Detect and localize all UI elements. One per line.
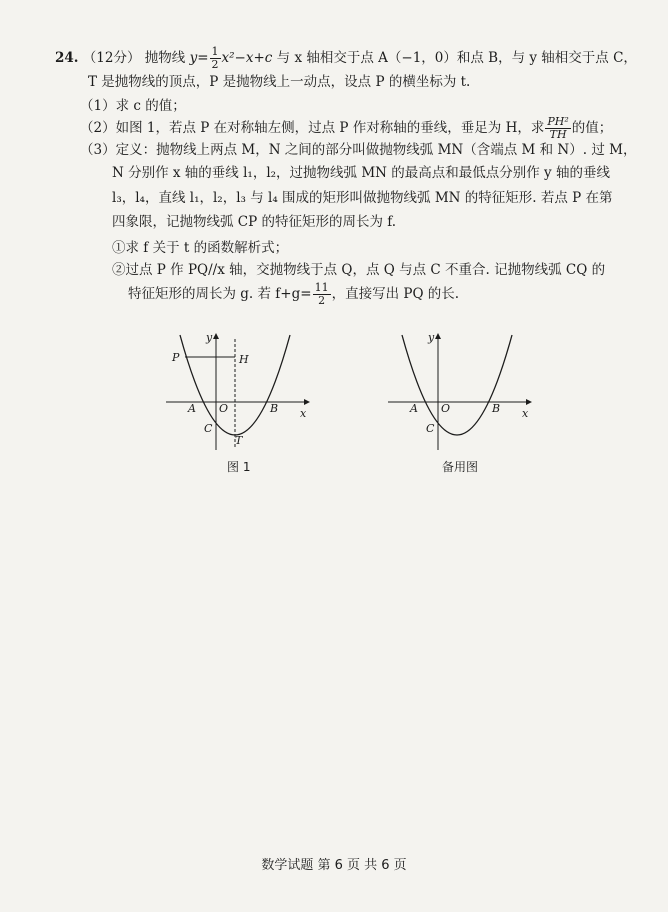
label-A: A	[188, 402, 196, 415]
problem-line-2: T 是抛物线的顶点，P 是抛物线上一动点，设点 P 的横坐标为 t.	[88, 74, 471, 90]
question-3-part-i: ①求 f 关于 t 的函数解析式；	[112, 240, 289, 256]
question-3-fraction: $\frac{11}{2}$	[314, 281, 329, 307]
label-B: B	[492, 402, 501, 415]
label-C: C	[426, 422, 435, 435]
label-P: P	[172, 351, 180, 364]
x-axis-arrow	[526, 399, 532, 405]
label-H: H	[239, 353, 249, 366]
question-1: （1）求 c 的值；	[80, 98, 186, 114]
question-2-end: 的值；	[571, 120, 613, 136]
figure-backup	[380, 325, 540, 455]
question-3-part-ii-end: ，直接写出 PQ 的长.	[331, 286, 460, 302]
question-3-part-ii-b	[128, 282, 459, 307]
intro-text: 抛物线	[144, 50, 186, 66]
label-C: C	[204, 422, 213, 435]
y-axis-arrow	[213, 333, 219, 339]
label-x: x	[300, 407, 307, 420]
equation-fraction: $\frac{1}{2}$	[211, 45, 219, 71]
label-y: y	[206, 331, 213, 344]
problem-points: （12分）	[82, 50, 141, 66]
question-3-line-c: l₃，l₄，直线 l₁，l₂，l₃ 与 l₄ 围成的矩形叫做抛物线弧 MN 的特征矩形. 若点 P 在第	[112, 190, 613, 206]
x-axis-arrow	[304, 399, 310, 405]
equation-rhs: x²−x+c	[221, 50, 273, 66]
label-y: y	[428, 331, 435, 344]
label-x: x	[522, 407, 529, 420]
page-footer: 数学试题 第 6 页 共 6 页	[261, 858, 407, 873]
label-T: T	[235, 434, 243, 447]
question-3-part-ii-a: ②过点 P 作 PQ//x 轴，交抛物线于点 Q，点 Q 与点 C 不重合. 记抛物线弧 CQ 的	[112, 262, 606, 278]
question-2-text: （2）如图 1，若点 P 在对称轴左侧，过点 P 作对称轴的垂线，垂足为 H，求	[80, 120, 545, 136]
question-3-part-ii-text: 特征矩形的周长为 g. 若 f+g=	[128, 286, 312, 302]
figure-1-caption: 图 1	[227, 460, 251, 474]
question-2-fraction: $\frac{\text{PH²}}{TH}$	[547, 115, 569, 141]
y-axis-arrow	[435, 333, 441, 339]
question-3-line-b: N 分别作 x 轴的垂线 l₁，l₂，过抛物线弧 MN 的最高点和最低点分别作 y 轴的垂线	[112, 165, 610, 181]
problem-line-1	[55, 46, 637, 71]
figure-backup-caption: 备用图	[442, 460, 479, 474]
problem-number: 24.	[55, 50, 79, 66]
equation-lhs: y=	[189, 50, 209, 66]
label-B: B	[270, 402, 279, 415]
label-A: A	[410, 402, 418, 415]
question-3-line-a: （3）定义：抛物线上两点 M，N 之间的部分叫做抛物线弧 MN（含端点 M 和 N）. 过 M，	[80, 142, 637, 158]
label-O: O	[219, 402, 229, 415]
figure-1	[158, 325, 318, 455]
label-O: O	[441, 402, 451, 415]
question-2	[80, 116, 612, 141]
intro-text-2: 与 x 轴相交于点 A（−1，0）和点 B，与 y 轴相交于点 C，	[276, 50, 637, 66]
question-3-line-d: 四象限，记抛物线弧 CP 的特征矩形的周长为 f.	[112, 214, 397, 230]
parabola-curve	[402, 335, 512, 435]
